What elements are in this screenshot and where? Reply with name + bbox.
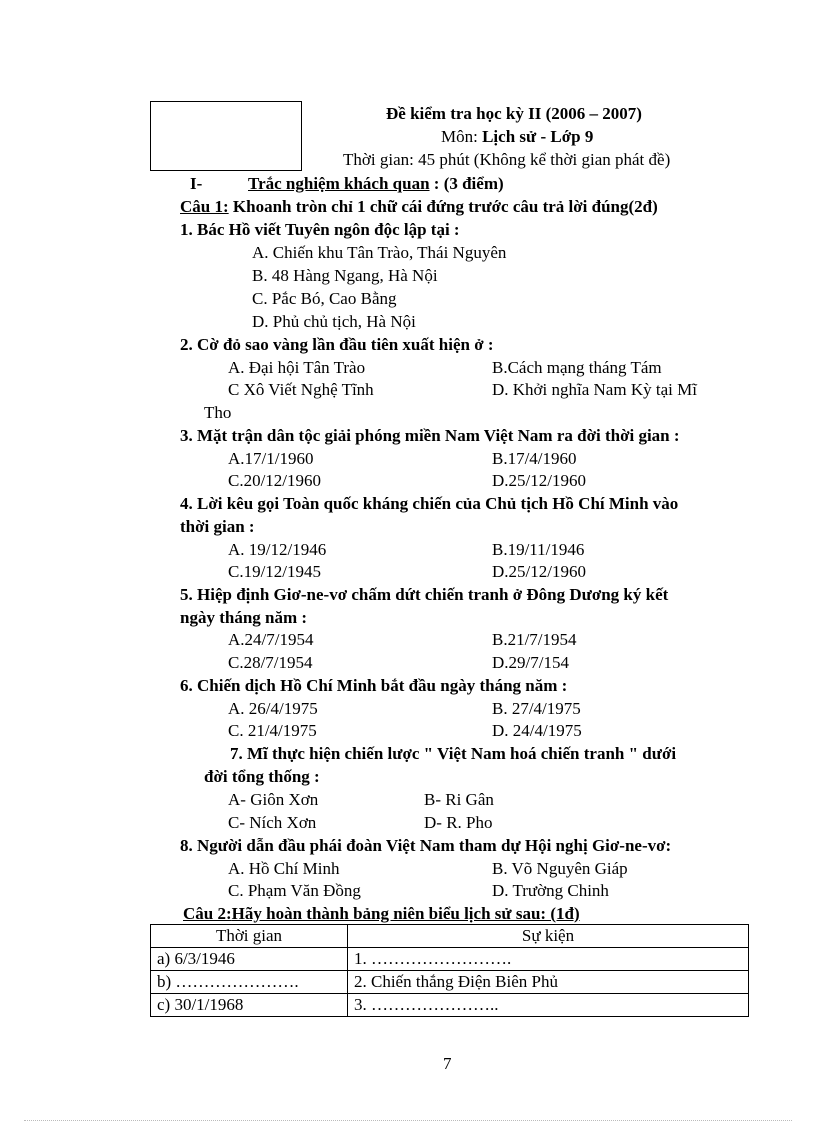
question-7: 7. Mĩ thực hiện chiến lược " Việt Nam hoá chiến tranh " dưới (230, 744, 677, 763)
q3-option-c: C.20/12/1960 (228, 471, 322, 490)
page-number: 7 (443, 1054, 452, 1073)
q4-option-d: D.25/12/1960 (492, 562, 586, 581)
q6-option-b: B. 27/4/1975 (492, 699, 581, 718)
header-time: Thời gian (151, 925, 348, 948)
q2-option-c: C Xô Viết Nghệ Tĩnh (228, 380, 374, 399)
page-bottom-rule (24, 1120, 792, 1121)
row-a-time: a) 6/3/1946 (151, 948, 348, 971)
question-8: 8. Người dẫn đầu phái đoàn Việt Nam tham dự Hội nghị Giơ-ne-vơ: (180, 836, 672, 855)
q6-option-a: A. 26/4/1975 (228, 699, 318, 718)
table-row (151, 994, 749, 1017)
q4-option-b: B.19/11/1946 (492, 540, 585, 559)
q5-option-d: D.29/7/154 (492, 653, 569, 672)
question-6: 6. Chiến dịch Hồ Chí Minh bắt đầu ngày tháng năm : (180, 676, 568, 695)
q3-option-a: A.17/1/1960 (228, 449, 314, 468)
q6-option-d: D. 24/4/1975 (492, 721, 582, 740)
question-4-cont: thời gian : (180, 517, 255, 536)
row-c-time: c) 30/1/1968 (151, 994, 348, 1017)
q5-option-c: C.28/7/1954 (228, 653, 313, 672)
question-4: 4. Lời kêu gọi Toàn quốc kháng chiến của Chủ tịch Hồ Chí Minh vào (180, 494, 679, 513)
q8-option-b: B. Võ Nguyên Giáp (492, 859, 628, 878)
cau1-instruction: Khoanh tròn chỉ 1 chữ cái đứng trước câu trả lời đúng(2đ) (228, 197, 658, 216)
q5-option-b: B.21/7/1954 (492, 630, 577, 649)
subject-name: Lịch sử - Lớp 9 (482, 127, 594, 146)
q4-option-a: A. 19/12/1946 (228, 540, 327, 559)
timeline-table (150, 924, 749, 1017)
q1-option-d: D. Phủ chủ tịch, Hà Nội (252, 312, 416, 331)
q7-option-b: B- Ri Gân (424, 790, 494, 809)
section-title: Trắc nghiệm khách quan (248, 174, 430, 193)
row-b-time: b) …………………. (151, 971, 348, 994)
blank-box (150, 101, 302, 171)
cau2-heading (183, 904, 580, 924)
cau2-label: Câu 2: (183, 904, 232, 923)
q7-option-c: C- Ních Xơn (228, 813, 317, 832)
question-5: 5. Hiệp định Giơ-ne-vơ chấm dứt chiến tranh ở Đông Dương ký kết (180, 585, 669, 604)
q1-option-a: A. Chiến khu Tân Trào, Thái Nguyên (252, 243, 507, 262)
question-1: 1. Bác Hồ viết Tuyên ngôn độc lập tại : (180, 220, 460, 239)
q7-option-d: D- R. Pho (424, 813, 493, 832)
cau1-label: Câu 1: (180, 197, 229, 216)
section-number: I- (190, 174, 203, 193)
q1-option-c: C. Pắc Bó, Cao Bằng (252, 289, 397, 308)
q3-option-d: D.25/12/1960 (492, 471, 586, 490)
q5-option-a: A.24/7/1954 (228, 630, 314, 649)
q2-option-b: B.Cách mạng tháng Tám (492, 358, 662, 377)
q8-option-d: D. Trường Chinh (492, 881, 609, 900)
time-line: Thời gian: 45 phút (Không kể thời gian phát đề) (343, 150, 671, 169)
table-header-row (151, 925, 749, 948)
exam-title: Đề kiểm tra học kỳ II (2006 – 2007) (386, 104, 642, 123)
q1-option-b: B. 48 Hàng Ngang, Hà Nội (252, 266, 438, 285)
subject-line (441, 127, 593, 147)
row-c-event: 3. ………………….. (348, 994, 749, 1017)
q6-option-c: C. 21/4/1975 (228, 721, 317, 740)
header-event: Sự kiện (348, 925, 749, 948)
q8-option-a: A. Hồ Chí Minh (228, 859, 340, 878)
q4-option-c: C.19/12/1945 (228, 562, 322, 581)
question-3: 3. Mặt trận dân tộc giải phóng miền Nam Việt Nam ra đời thời gian : (180, 426, 680, 445)
row-b-event: 2. Chiến thắng Điện Biên Phủ (348, 971, 749, 994)
row-a-event: 1. ……………………. (348, 948, 749, 971)
q8-option-c: C. Phạm Văn Đồng (228, 881, 361, 900)
question-7-cont: đời tổng thống : (204, 767, 320, 786)
q7-option-a: A- Giôn Xơn (228, 790, 319, 809)
table-row (151, 971, 749, 994)
q3-option-b: B.17/4/1960 (492, 449, 577, 468)
cau1-heading (180, 197, 658, 217)
subject-prefix: Môn: (441, 127, 483, 146)
question-2: 2. Cờ đỏ sao vàng lần đầu tiên xuất hiện ở : (180, 335, 494, 354)
q2-option-d-cont: Tho (204, 403, 232, 422)
question-5-cont: ngày tháng năm : (180, 608, 308, 627)
section-heading (248, 174, 504, 194)
cau2-instruction: Hãy hoàn thành bảng niên biểu lịch sử sau: (1đ) (231, 904, 580, 923)
table-row (151, 948, 749, 971)
q2-option-a: A. Đại hội Tân Trào (228, 358, 366, 377)
q2-option-d: D. Khởi nghĩa Nam Kỳ tại Mĩ (492, 380, 697, 399)
section-points: : (3 điểm) (429, 174, 504, 193)
